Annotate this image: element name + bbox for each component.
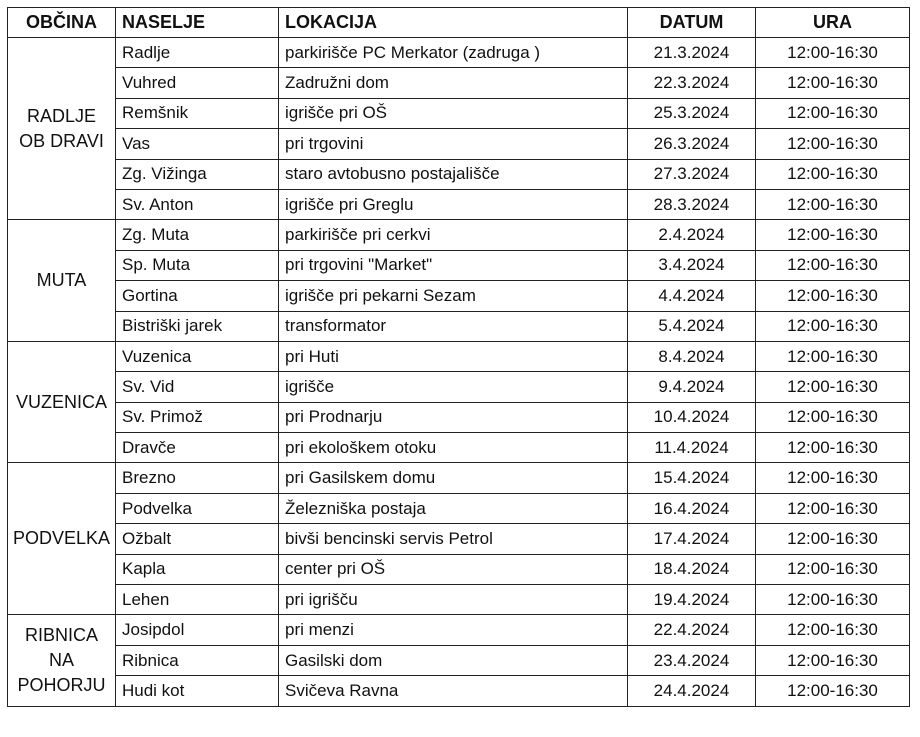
obcina-name-line: PODVELKA: [12, 528, 111, 549]
naselje-cell: Lehen: [116, 585, 279, 615]
naselje-cell: Remšnik: [116, 98, 279, 128]
header-row: [8, 8, 910, 38]
ura-cell: 12:00-16:30: [756, 524, 910, 554]
table-row: [8, 129, 910, 159]
ura-cell: 12:00-16:30: [756, 676, 910, 706]
table-row: [8, 68, 910, 98]
obcina-cell: [8, 38, 116, 220]
table-row: [8, 311, 910, 341]
ura-cell: 12:00-16:30: [756, 615, 910, 645]
ura-cell: 12:00-16:30: [756, 372, 910, 402]
lokacija-cell: pri Prodnarju: [279, 402, 628, 432]
ura-cell: 12:00-16:30: [756, 281, 910, 311]
ura-cell: 12:00-16:30: [756, 311, 910, 341]
obcina-name-line: RIBNICA: [24, 625, 98, 645]
lokacija-cell: Železniška postaja: [279, 493, 628, 523]
ura-cell: 12:00-16:30: [756, 129, 910, 159]
lokacija-cell: Gasilski dom: [279, 645, 628, 675]
datum-cell: 28.3.2024: [628, 189, 756, 219]
header-naselje: NASELJE: [116, 8, 279, 38]
datum-cell: 3.4.2024: [628, 250, 756, 280]
ura-cell: 12:00-16:30: [756, 250, 910, 280]
lokacija-cell: igrišče: [279, 372, 628, 402]
datum-cell: 21.3.2024: [628, 38, 756, 68]
naselje-cell: Vas: [116, 129, 279, 159]
table-row: [8, 372, 910, 402]
table-row: [8, 463, 910, 493]
table-row: [8, 402, 910, 432]
obcina-name-line: NA: [48, 650, 74, 670]
header-lokacija: LOKACIJA: [279, 8, 628, 38]
table-row: [8, 189, 910, 219]
obcina-name-line: MUTA: [36, 270, 87, 291]
table-row: [8, 159, 910, 189]
datum-cell: 4.4.2024: [628, 281, 756, 311]
ura-cell: 12:00-16:30: [756, 189, 910, 219]
datum-cell: 8.4.2024: [628, 341, 756, 371]
lokacija-cell: pri Huti: [279, 341, 628, 371]
ura-cell: 12:00-16:30: [756, 402, 910, 432]
lokacija-cell: parkirišče pri cerkvi: [279, 220, 628, 250]
obcina-name-line: OB DRAVI: [19, 130, 104, 151]
ura-cell: 12:00-16:30: [756, 554, 910, 584]
header-obcina: OBČINA: [8, 8, 116, 38]
table-row: [8, 341, 910, 371]
ura-cell: 12:00-16:30: [756, 463, 910, 493]
ura-cell: 12:00-16:30: [756, 220, 910, 250]
ura-cell: 12:00-16:30: [756, 159, 910, 189]
naselje-cell: Hudi kot: [116, 676, 279, 706]
lokacija-cell: pri trgovini: [279, 129, 628, 159]
table-row: [8, 250, 910, 280]
lokacija-cell: pri menzi: [279, 615, 628, 645]
lokacija-cell: pri trgovini "Market": [279, 250, 628, 280]
naselje-cell: Vuzenica: [116, 341, 279, 371]
lokacija-cell: staro avtobusno postajališče: [279, 159, 628, 189]
header-ura: URA: [756, 8, 910, 38]
datum-cell: 15.4.2024: [628, 463, 756, 493]
naselje-cell: Sv. Primož: [116, 402, 279, 432]
table-row: [8, 433, 910, 463]
lokacija-cell: transformator: [279, 311, 628, 341]
datum-cell: 19.4.2024: [628, 585, 756, 615]
table-body: [8, 38, 910, 707]
lokacija-cell: center pri OŠ: [279, 554, 628, 584]
lokacija-cell: pri Gasilskem domu: [279, 463, 628, 493]
datum-cell: 9.4.2024: [628, 372, 756, 402]
obcina-cell: [8, 463, 116, 615]
ura-cell: 12:00-16:30: [756, 645, 910, 675]
lokacija-cell: igrišče pri Greglu: [279, 189, 628, 219]
naselje-cell: Sv. Anton: [116, 189, 279, 219]
ura-cell: 12:00-16:30: [756, 493, 910, 523]
table-row: [8, 645, 910, 675]
datum-cell: 2.4.2024: [628, 220, 756, 250]
naselje-cell: Ribnica: [116, 645, 279, 675]
obcina-name-line: RADLJE: [26, 105, 97, 126]
table-row: [8, 615, 910, 645]
ura-cell: 12:00-16:30: [756, 38, 910, 68]
table-row: [8, 524, 910, 554]
ura-cell: 12:00-16:30: [756, 341, 910, 371]
naselje-cell: Sv. Vid: [116, 372, 279, 402]
table-row: [8, 554, 910, 584]
header-datum: DATUM: [628, 8, 756, 38]
schedule-table: [7, 7, 910, 707]
naselje-cell: Gortina: [116, 281, 279, 311]
obcina-cell: [8, 220, 116, 342]
datum-cell: 24.4.2024: [628, 676, 756, 706]
naselje-cell: Kapla: [116, 554, 279, 584]
datum-cell: 27.3.2024: [628, 159, 756, 189]
datum-cell: 26.3.2024: [628, 129, 756, 159]
table-row: [8, 493, 910, 523]
datum-cell: 18.4.2024: [628, 554, 756, 584]
naselje-cell: Zg. Muta: [116, 220, 279, 250]
ura-cell: 12:00-16:30: [756, 433, 910, 463]
datum-cell: 25.3.2024: [628, 98, 756, 128]
table-row: [8, 38, 910, 68]
naselje-cell: Dravče: [116, 433, 279, 463]
ura-cell: 12:00-16:30: [756, 68, 910, 98]
lokacija-cell: bivši bencinski servis Petrol: [279, 524, 628, 554]
datum-cell: 23.4.2024: [628, 645, 756, 675]
ura-cell: 12:00-16:30: [756, 585, 910, 615]
lokacija-cell: pri ekološkem otoku: [279, 433, 628, 463]
naselje-cell: Bistriški jarek: [116, 311, 279, 341]
naselje-cell: Vuhred: [116, 68, 279, 98]
lokacija-cell: Svičeva Ravna: [279, 676, 628, 706]
table-row: [8, 281, 910, 311]
table-row: [8, 98, 910, 128]
table-row: [8, 220, 910, 250]
naselje-cell: Radlje: [116, 38, 279, 68]
naselje-cell: Sp. Muta: [116, 250, 279, 280]
datum-cell: 5.4.2024: [628, 311, 756, 341]
obcina-cell: [8, 341, 116, 463]
lokacija-cell: parkirišče PC Merkator (zadruga ): [279, 38, 628, 68]
naselje-cell: Brezno: [116, 463, 279, 493]
lokacija-cell: igrišče pri pekarni Sezam: [279, 281, 628, 311]
obcina-cell: [8, 615, 116, 706]
table-row: [8, 676, 910, 706]
datum-cell: 10.4.2024: [628, 402, 756, 432]
lokacija-cell: Zadružni dom: [279, 68, 628, 98]
datum-cell: 17.4.2024: [628, 524, 756, 554]
table-row: [8, 585, 910, 615]
ura-cell: 12:00-16:30: [756, 98, 910, 128]
datum-cell: 11.4.2024: [628, 433, 756, 463]
datum-cell: 22.3.2024: [628, 68, 756, 98]
naselje-cell: Zg. Vižinga: [116, 159, 279, 189]
obcina-name-line: POHORJU: [17, 675, 106, 695]
naselje-cell: Josipdol: [116, 615, 279, 645]
lokacija-cell: igrišče pri OŠ: [279, 98, 628, 128]
datum-cell: 22.4.2024: [628, 615, 756, 645]
obcina-name-line: VUZENICA: [15, 391, 107, 412]
datum-cell: 16.4.2024: [628, 493, 756, 523]
lokacija-cell: pri igrišču: [279, 585, 628, 615]
naselje-cell: Ožbalt: [116, 524, 279, 554]
naselje-cell: Podvelka: [116, 493, 279, 523]
